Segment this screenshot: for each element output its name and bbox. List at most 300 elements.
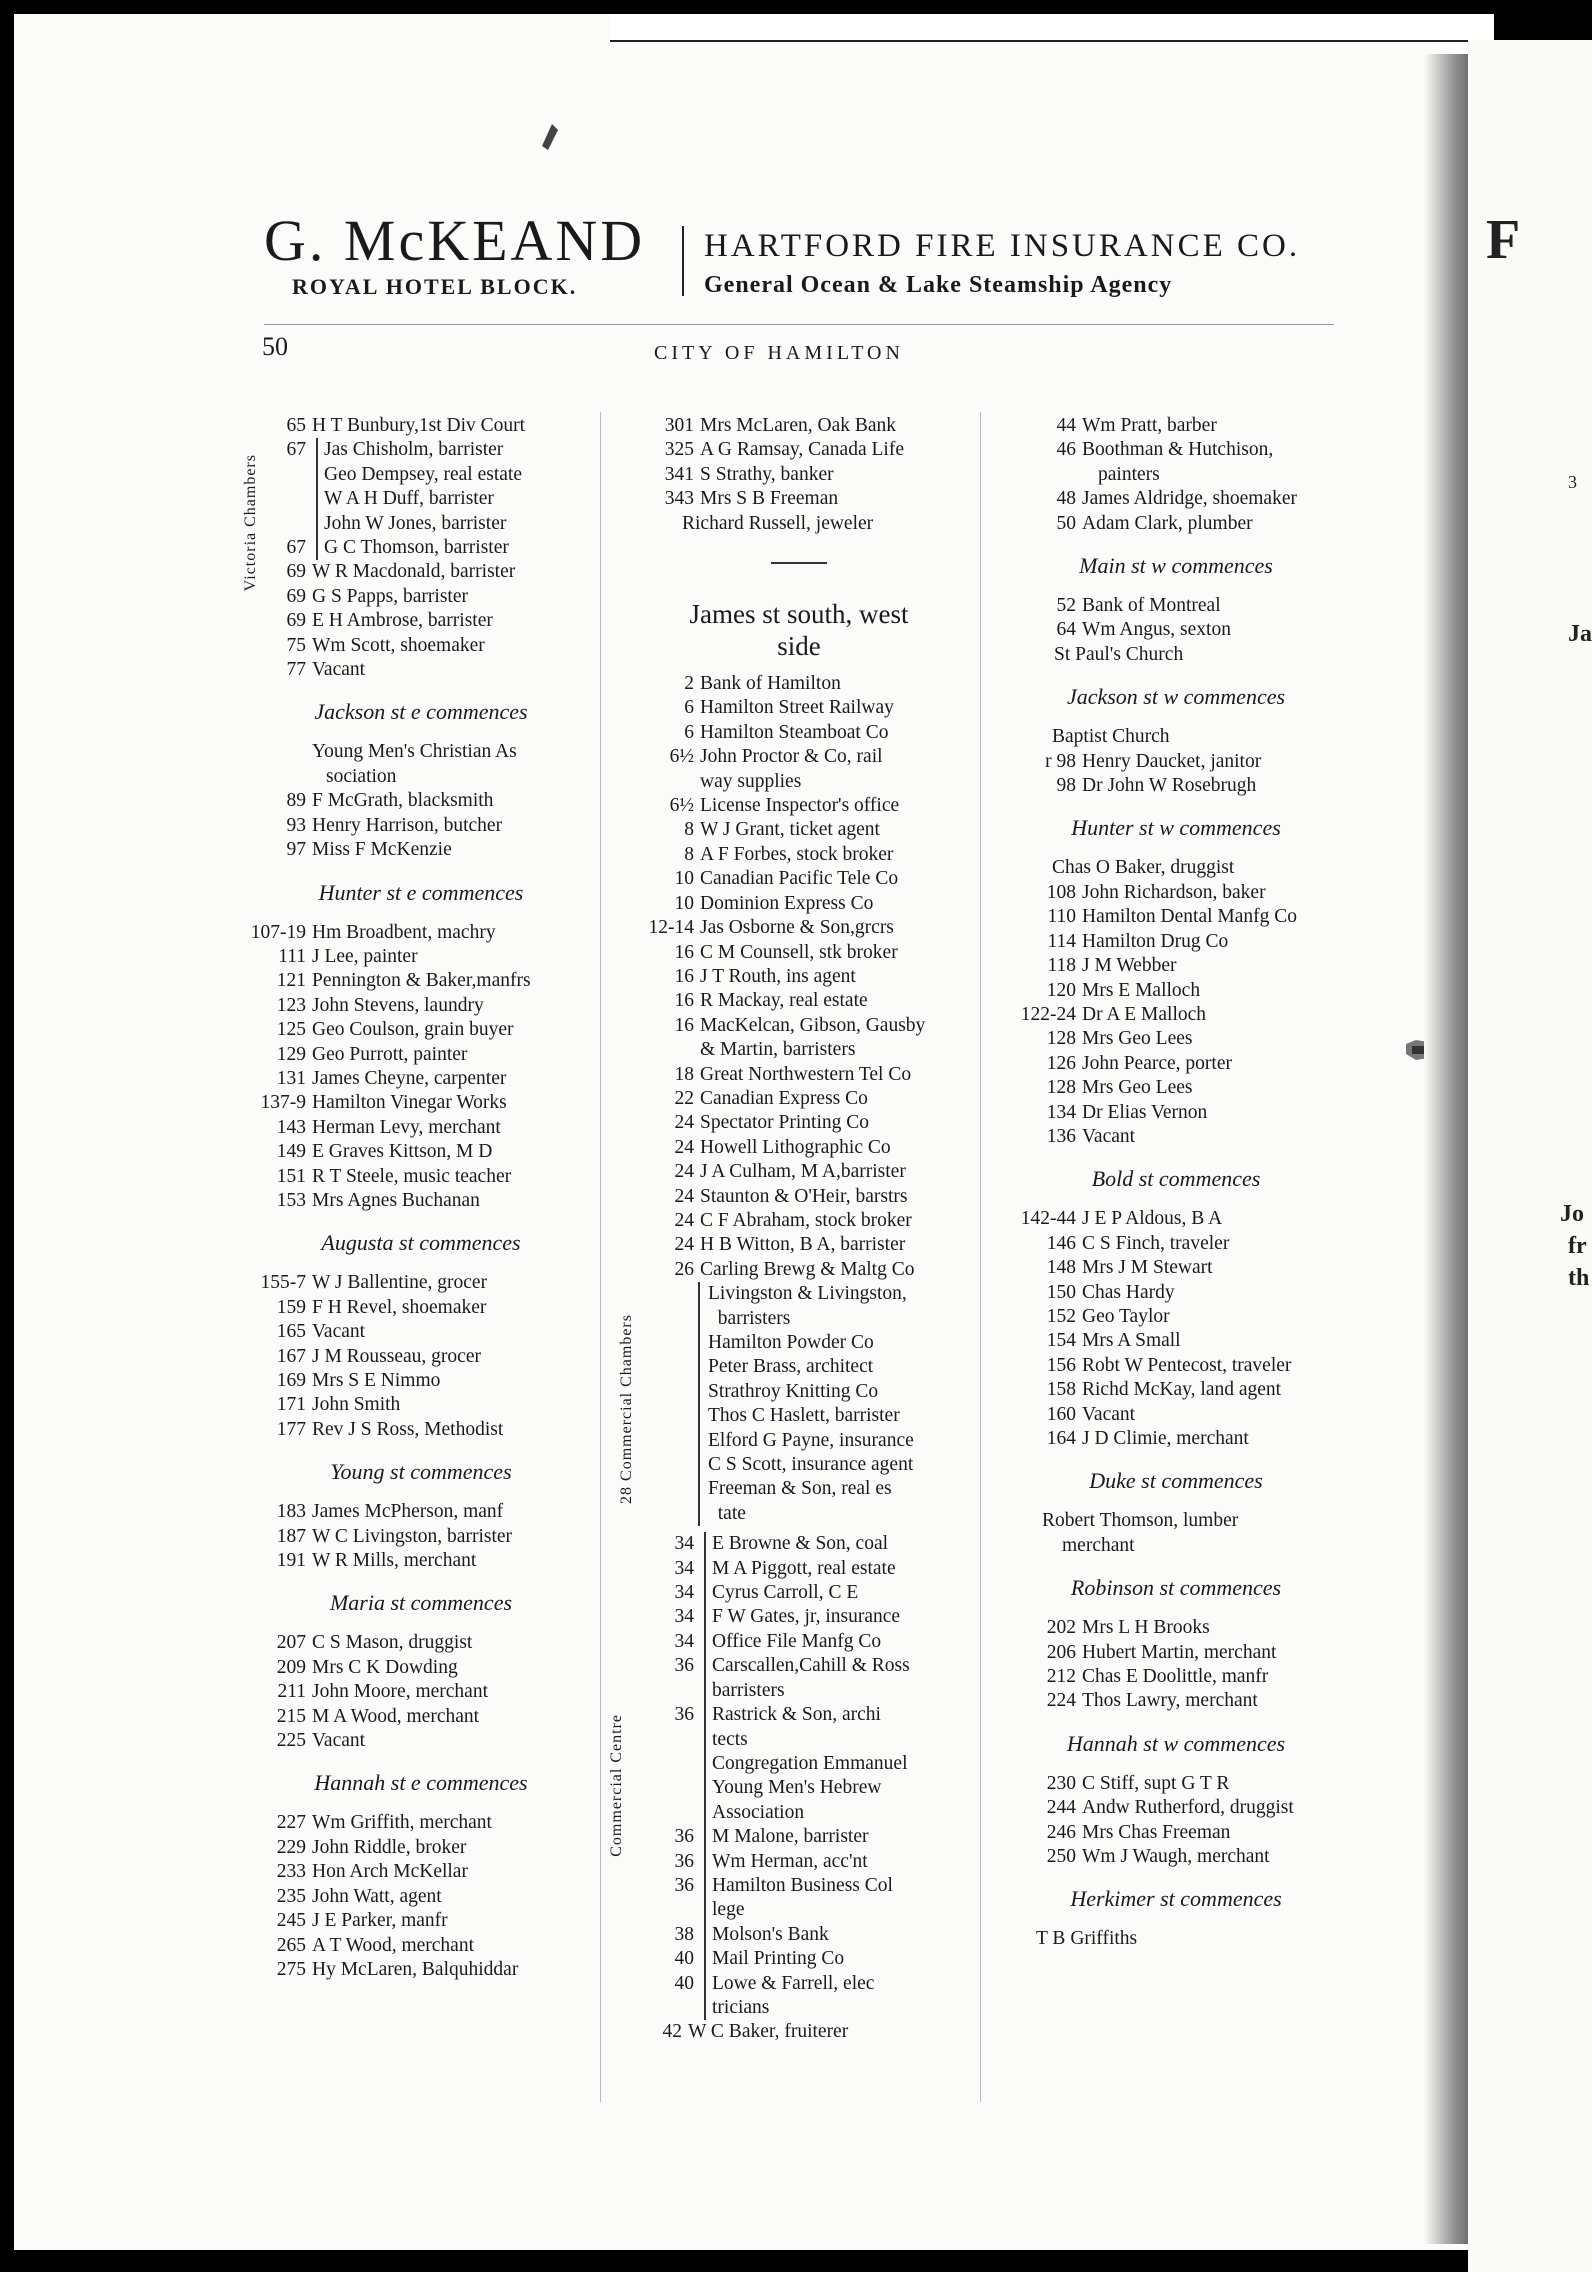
list-item [226, 512, 616, 536]
victoria-chambers-group [226, 438, 616, 560]
entry-text: Boothman & Hutchison, [1082, 439, 1274, 461]
entry-text: barristers [698, 1307, 984, 1331]
street-number: 22 [674, 1087, 694, 1109]
list-item [226, 945, 616, 969]
street-number: 142-44 [1020, 1208, 1076, 1230]
list-item [614, 672, 984, 696]
entry-text: Carscallen,Cahill & Ross [704, 1654, 984, 1678]
street-number: 191 [276, 1550, 306, 1572]
list-item [614, 1355, 984, 1379]
entry-text: Jas Chisholm, barrister [316, 438, 616, 462]
entry-text: C Stiff, supt G T R [1082, 1772, 1230, 1794]
commercial-chambers-label: 28 Commercial Chambers [618, 1314, 635, 1504]
company-name: HARTFORD FIRE INSURANCE CO. [704, 228, 1301, 264]
street-number: 67 [286, 537, 306, 559]
list-item [996, 1403, 1356, 1427]
list-item [614, 1825, 984, 1849]
list-item [226, 1934, 616, 1958]
street-number: 44 [1056, 415, 1076, 436]
list-item [226, 1525, 616, 1549]
list-item [614, 1307, 984, 1331]
directory-page [14, 14, 1494, 2250]
street-number: 18 [674, 1063, 694, 1085]
entry-text: Chas E Doolittle, manfr [1082, 1666, 1269, 1688]
street-number: 143 [276, 1116, 306, 1138]
street-number: 225 [276, 1730, 306, 1752]
entry-text: Congregation Emmanuel [704, 1752, 984, 1776]
street-number: 244 [1046, 1797, 1076, 1819]
list-item [226, 1705, 616, 1729]
list-item [614, 1703, 984, 1727]
list-item [996, 1845, 1356, 1869]
list-item [226, 814, 616, 838]
street-number: 93 [286, 814, 306, 836]
entry-text: Mrs McLaren, Oak Bank [700, 415, 897, 436]
street-heading: Young st commences [330, 1459, 512, 1485]
list-item [226, 414, 616, 438]
entry-text: James Cheyne, carpenter [312, 1067, 507, 1089]
street-number: 183 [276, 1501, 306, 1523]
list-item [996, 1256, 1356, 1280]
entry-text: John Stevens, laundry [312, 994, 484, 1016]
list-item [614, 1258, 984, 1282]
street-number: 159 [276, 1296, 306, 1318]
list-item [996, 1329, 1356, 1353]
commercial-centre-group [614, 1532, 984, 2020]
list-item [996, 1665, 1356, 1689]
list-item [996, 1689, 1356, 1713]
street-number: 69 [286, 610, 306, 632]
entry-text: Canadian Express Co [700, 1087, 868, 1109]
street-heading: Hannah st w commences [1066, 1730, 1286, 1756]
street-number: 64 [1056, 619, 1076, 641]
street-number: 325 [664, 439, 694, 461]
list-item [226, 438, 616, 462]
entry-text: Vacant [312, 1321, 366, 1343]
entry-text: G S Papps, barrister [312, 585, 468, 607]
list-item [614, 1557, 984, 1581]
street-heading: Bold st commences [1091, 1166, 1261, 1192]
list-item [614, 1282, 984, 1306]
adjacent-text: 3 [1568, 472, 1577, 492]
entry-text: Hon Arch McKellar [312, 1861, 468, 1883]
list-item [226, 1729, 616, 1753]
entry-text: Hy McLaren, Balquhiddar [312, 1958, 519, 1980]
ink-mark-icon [538, 122, 560, 152]
street-number: 40 [674, 1972, 694, 1994]
list-item [614, 1850, 984, 1874]
adjacent-text: th [1568, 1265, 1590, 1291]
street-number: 151 [276, 1165, 306, 1187]
list-item [614, 843, 984, 867]
street-number: 36 [674, 1874, 694, 1896]
street-number: 34 [674, 1533, 694, 1555]
street-heading: Jackson st w commences [1066, 684, 1286, 710]
street-number: 69 [286, 585, 306, 607]
street-number: 245 [276, 1910, 306, 1932]
entry-text: Hm Broadbent, machry [312, 921, 496, 943]
street-number: 48 [1056, 488, 1076, 510]
list-item [226, 634, 616, 658]
list-item [996, 1305, 1356, 1329]
list-item [996, 905, 1356, 929]
street-number: 212 [1046, 1666, 1076, 1688]
list-item [614, 438, 984, 462]
entry-text: Miss F McKenzie [312, 839, 452, 861]
list-item [996, 512, 1356, 536]
street-number: 16 [674, 941, 694, 963]
list-item [996, 954, 1356, 978]
entry-text: Mrs E Malloch [1082, 979, 1201, 1001]
street-number: 2 [684, 673, 694, 695]
entry-text: Vacant [312, 1730, 366, 1752]
street-number: 150 [1046, 1281, 1076, 1303]
list-item [996, 750, 1356, 774]
street-number: 156 [1046, 1354, 1076, 1376]
section-title: James st south, west side [689, 599, 909, 662]
street-number: 187 [276, 1525, 306, 1547]
list-item [226, 560, 616, 584]
list-item [614, 745, 984, 769]
entry-text: Dr John W Rosebrugh [1082, 775, 1257, 797]
street-number: 34 [674, 1630, 694, 1652]
street-number: 153 [276, 1189, 306, 1211]
list-item: Baptist Church [1052, 726, 1170, 748]
street-number: 230 [1046, 1772, 1076, 1794]
entry-text: tate [698, 1502, 984, 1526]
street-number: 6½ [669, 746, 694, 768]
street-number: 265 [276, 1934, 306, 1956]
entry-text: Geo Coulson, grain buyer [312, 1019, 514, 1041]
list-item [614, 1898, 984, 1922]
entry-text: Livingston & Livingston, [698, 1282, 984, 1306]
street-number: 120 [1046, 979, 1076, 1001]
list-item [614, 1996, 984, 2020]
list-item [996, 1378, 1356, 1402]
street-number: 50 [1056, 512, 1076, 534]
commercial-chambers-group [614, 1282, 984, 1526]
street-number: 34 [674, 1557, 694, 1579]
street-number: 131 [276, 1067, 306, 1089]
list-item [226, 1091, 616, 1115]
street-number: 69 [286, 561, 306, 583]
entry-text: A G Ramsay, Canada Life [700, 439, 904, 461]
list-item [614, 1947, 984, 1971]
entry-text: M Malone, barrister [704, 1825, 984, 1849]
entry-text: Staunton & O'Heir, barstrs [700, 1185, 908, 1207]
entry-text: R Mackay, real estate [700, 990, 868, 1012]
page-top-edge [610, 14, 1494, 42]
list-item [614, 1233, 984, 1257]
list-item [614, 1923, 984, 1947]
list-item [226, 1631, 616, 1655]
street-number: 40 [674, 1948, 694, 1970]
entry-text: Mrs Chas Freeman [1082, 1821, 1231, 1843]
list-item [996, 1101, 1356, 1125]
list-item [614, 1477, 984, 1501]
entry-text: J E Parker, manfr [312, 1910, 448, 1932]
entry-text: John Pearce, porter [1082, 1052, 1232, 1074]
entry-text: Bank of Hamilton [700, 673, 841, 695]
entry-text: J M Rousseau, grocer [312, 1345, 481, 1367]
street-number: 24 [674, 1234, 694, 1256]
street-heading: Robinson st commences [1070, 1575, 1282, 1601]
list-item [996, 1641, 1356, 1665]
street-number: 229 [276, 1836, 306, 1858]
list-item [614, 1972, 984, 1996]
entry-text: Jas Osborne & Son,grcrs [700, 917, 894, 939]
list-item [614, 1605, 984, 1629]
brand-name: G. McKEAND [264, 208, 646, 273]
list-item: St Paul's Church [1054, 643, 1184, 665]
entry-text: Hamilton Steamboat Co [700, 721, 889, 743]
entry-text: Freeman & Son, real es [698, 1477, 984, 1501]
agency-line: General Ocean & Lake Steamship Agency [704, 272, 1173, 298]
list-item [996, 1354, 1356, 1378]
list-item: 42 W C Baker, fruiterer [662, 2021, 849, 2043]
entry-text: Wm Herman, acc'nt [704, 1850, 984, 1874]
entry-text: Vacant [1082, 1125, 1136, 1147]
entry-text: G C Thomson, barrister [316, 536, 616, 560]
list-item [996, 1076, 1356, 1100]
street-number: 250 [1046, 1846, 1076, 1868]
list-item [614, 696, 984, 720]
entry-text: MacKelcan, Gibson, Gausby [700, 1014, 926, 1036]
entry-text: John Smith [312, 1394, 401, 1416]
street-number: 160 [1046, 1403, 1076, 1425]
list-item [614, 1654, 984, 1678]
entry-text: W J Grant, ticket agent [700, 819, 880, 841]
adjacent-text: Jo [1560, 1201, 1584, 1227]
entry-text: Richd McKay, land agent [1082, 1379, 1282, 1401]
street-number: 8 [684, 819, 694, 841]
entry-text: W C Livingston, barrister [312, 1525, 513, 1547]
column-3 [996, 414, 1356, 1952]
entry-text: Mail Printing Co [704, 1947, 984, 1971]
street-heading: Main st w commences [1079, 553, 1273, 579]
entry-text: Carling Brewg & Maltg Co [700, 1258, 915, 1280]
entry-text: W R Macdonald, barrister [312, 561, 516, 583]
list-item [226, 463, 616, 487]
street-heading: Herkimer st commences [1070, 1886, 1282, 1912]
street-heading: Jackson st e commences [314, 699, 528, 725]
list-item [226, 1189, 616, 1213]
street-number: 129 [276, 1043, 306, 1065]
list-item [614, 1776, 984, 1800]
street-number: 206 [1046, 1641, 1076, 1663]
list-item [996, 618, 1356, 642]
street-number: 34 [674, 1582, 694, 1604]
list-item [226, 585, 616, 609]
street-number: 148 [1046, 1257, 1076, 1279]
list-item [226, 1958, 616, 1982]
list-item [226, 1165, 616, 1189]
street-number: 34 [674, 1606, 694, 1628]
list-item [226, 536, 616, 560]
list-item [226, 1271, 616, 1295]
list-item: T B Griffiths [1036, 1928, 1138, 1950]
list-item [614, 414, 984, 438]
street-number: 123 [276, 994, 306, 1016]
list-item [226, 789, 616, 813]
list-item: sociation [326, 765, 397, 787]
list-item [226, 1885, 616, 1909]
entry-text: Pennington & Baker,manfrs [312, 970, 531, 992]
street-number: 146 [1046, 1232, 1076, 1254]
list-item: Chas O Baker, druggist [1052, 857, 1235, 879]
list-item [996, 1027, 1356, 1051]
list-item [996, 1003, 1356, 1027]
list-item [614, 1087, 984, 1111]
entry-text: Herman Levy, merchant [312, 1116, 501, 1138]
entry-text: Rev J S Ross, Methodist [312, 1418, 504, 1440]
list-item [614, 941, 984, 965]
list-item [226, 994, 616, 1018]
entry-text: C M Counsell, stk broker [700, 941, 898, 963]
column-1 [226, 414, 616, 1982]
entry-text: Elford G Payne, insurance [698, 1429, 984, 1453]
entry-text: Mrs L H Brooks [1082, 1617, 1210, 1639]
list-item: Richard Russell, jeweler [682, 512, 874, 534]
street-number: 46 [1056, 439, 1076, 461]
list-item [614, 1502, 984, 1526]
entry-text: Robt W Pentecost, traveler [1082, 1354, 1292, 1376]
street-number: 164 [1046, 1428, 1076, 1449]
entry-text: S Strathy, banker [700, 463, 834, 485]
list-item [614, 1429, 984, 1453]
list-item [614, 1331, 984, 1355]
street-number: 52 [1056, 595, 1076, 617]
entry-text: Young Men's Hebrew [704, 1776, 984, 1800]
entry-text: J T Routh, ins agent [700, 965, 856, 987]
street-number: 26 [674, 1258, 694, 1280]
entry-text: John W Jones, barrister [316, 512, 616, 536]
list-item [226, 658, 616, 682]
list-item [614, 487, 984, 511]
list-item [226, 921, 616, 945]
street-number: 75 [286, 634, 306, 656]
entry-text: Rastrick & Son, archi [704, 1703, 984, 1727]
list-item [226, 1836, 616, 1860]
list-item [614, 1532, 984, 1556]
street-number: 136 [1046, 1125, 1076, 1147]
entry-text: Hamilton Business Col [704, 1874, 984, 1898]
entry-text: Bank of Montreal [1082, 595, 1221, 617]
street-number: 65 [286, 415, 306, 436]
street-number: 24 [674, 1185, 694, 1207]
adjacent-text: Ja [1568, 621, 1592, 647]
adjacent-text: F [1486, 209, 1521, 271]
list-item [226, 1116, 616, 1140]
list-item [996, 1232, 1356, 1256]
list-item [226, 1656, 616, 1680]
entry-text: Andw Rutherford, druggist [1082, 1797, 1294, 1819]
entry-text: E Graves Kittson, M D [312, 1141, 493, 1163]
street-number: 209 [276, 1656, 306, 1678]
column-2 [614, 414, 984, 2045]
list-item [614, 892, 984, 916]
street-number: 36 [674, 1850, 694, 1872]
street-number: 235 [276, 1885, 306, 1907]
list-item [226, 1500, 616, 1524]
entry-text: Vacant [1082, 1403, 1136, 1425]
list-item [996, 1281, 1356, 1305]
list-item [226, 969, 616, 993]
street-number: 301 [664, 415, 694, 436]
list-item [226, 1296, 616, 1320]
commercial-centre-label: Commercial Centre [608, 1714, 625, 1857]
entry-text: Wm Griffith, merchant [312, 1812, 492, 1834]
entry-text: John Richardson, baker [1082, 881, 1266, 903]
street-number: 24 [674, 1209, 694, 1231]
entry-text: C S Finch, traveler [1082, 1232, 1230, 1254]
entry-text: lege [704, 1898, 984, 1922]
street-number: 111 [278, 945, 306, 967]
street-number: 16 [674, 990, 694, 1012]
entry-text: J M Webber [1082, 955, 1177, 977]
street-number: 10 [674, 868, 694, 890]
street-number: 233 [276, 1861, 306, 1883]
street-number: 275 [276, 1958, 306, 1980]
entry-text: Geo Taylor [1082, 1305, 1170, 1327]
list-item [996, 594, 1356, 618]
street-number: 341 [664, 463, 694, 485]
entry-text: A F Forbes, stock broker [700, 843, 894, 865]
list-item: Young Men's Christian As [312, 741, 517, 763]
entry-text: C F Abraham, stock broker [700, 1209, 912, 1231]
list-item: merchant [1062, 1534, 1135, 1556]
street-number: 207 [276, 1632, 306, 1654]
street-number: 165 [276, 1321, 306, 1343]
list-item [614, 721, 984, 745]
list-item [226, 1811, 616, 1835]
entry-text: Mrs Agnes Buchanan [312, 1189, 480, 1211]
header-divider [682, 226, 684, 296]
list-item [614, 1581, 984, 1605]
entry-text: License Inspector's office [700, 795, 900, 817]
list-item [614, 965, 984, 989]
entry-text: Hamilton Dental Manfg Co [1082, 906, 1298, 928]
entry-text: F W Gates, jr, insurance [704, 1605, 984, 1629]
list-item [614, 1209, 984, 1233]
street-number: 128 [1046, 1028, 1076, 1050]
entry-text: Mrs A Small [1082, 1330, 1181, 1352]
street-number: 36 [674, 1655, 694, 1677]
street-number: 125 [276, 1019, 306, 1041]
entry-text: James Aldridge, shoemaker [1082, 488, 1297, 510]
entry-text: W A H Duff, barrister [316, 487, 616, 511]
list-item [996, 930, 1356, 954]
entry-text: Mrs Geo Lees [1082, 1077, 1193, 1099]
street-number: 12-14 [648, 917, 694, 939]
entry-text: Vacant [312, 659, 366, 681]
entry-text: Hubert Martin, merchant [1082, 1641, 1277, 1663]
entry-text: Office File Manfg Co [704, 1630, 984, 1654]
running-head: CITY OF HAMILTON [654, 342, 904, 364]
entry-text: E H Ambrose, barrister [312, 610, 493, 632]
street-number: 114 [1047, 930, 1076, 952]
list-item [226, 1018, 616, 1042]
street-number: 202 [1046, 1617, 1076, 1639]
entry-text: H T Bunbury,1st Div Court [312, 415, 526, 436]
street-number: 97 [286, 839, 306, 861]
advertiser-right [704, 224, 1300, 302]
street-number: 149 [276, 1141, 306, 1163]
entry-text: W R Mills, merchant [312, 1550, 477, 1572]
street-number: 158 [1046, 1379, 1076, 1401]
list-item [614, 1874, 984, 1898]
page-number: 50 [262, 332, 288, 361]
